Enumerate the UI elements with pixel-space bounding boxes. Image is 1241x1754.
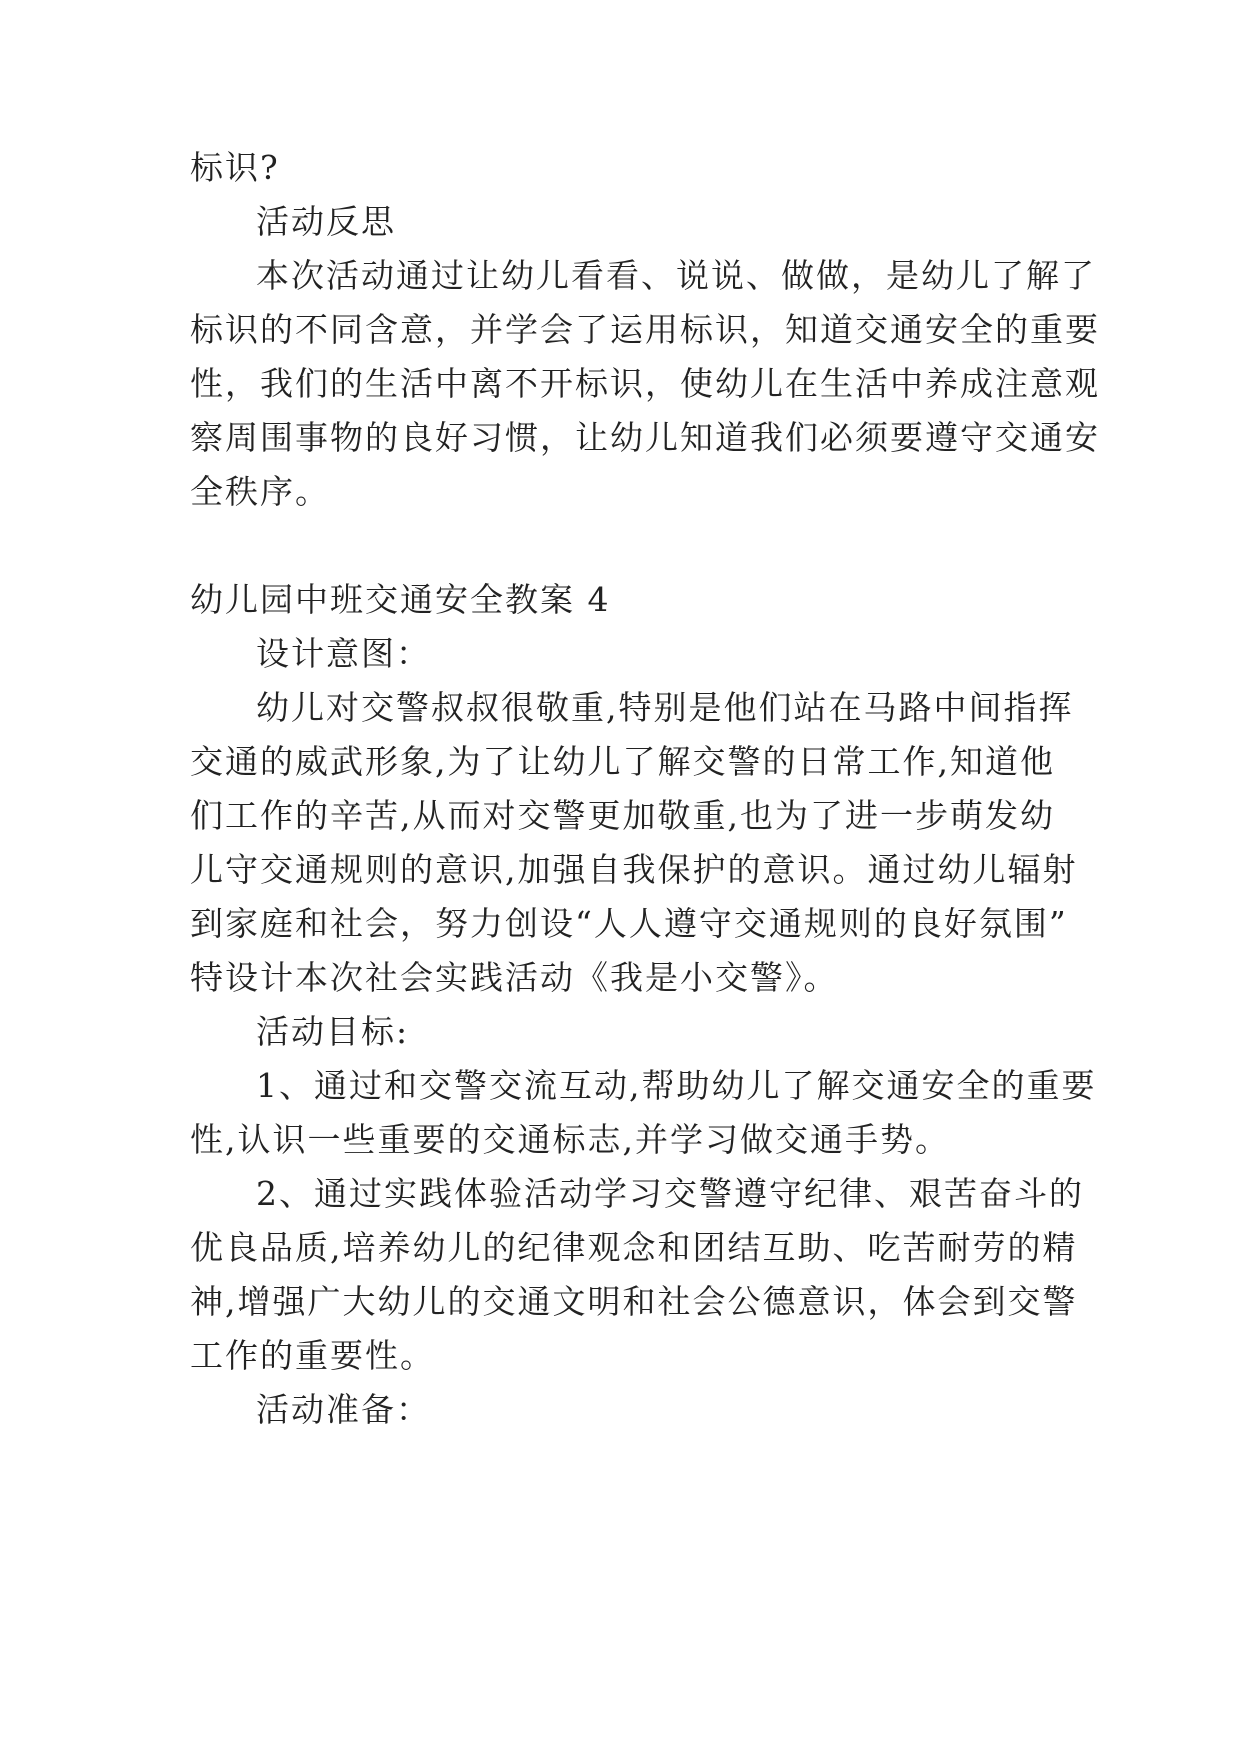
text-line: 性，我们的生活中离不开标识，使幼儿在生活中养成注意观 [190, 364, 1100, 403]
text-line: 幼儿对交警叔叔很敬重,特别是他们站在马路中间指挥 [256, 688, 1074, 727]
text-line: 优良品质,培养幼儿的纪律观念和团结互助、吃苦耐劳的精 [190, 1228, 1078, 1267]
text-line: 到家庭和社会，努力创设“人人遵守交通规则的良好氛围” [190, 904, 1068, 943]
section-heading-activity-preparation: 活动准备： [256, 1390, 431, 1429]
text-line: 标识? [190, 148, 280, 187]
text-line: 性,认识一些重要的交通标志,并学习做交通手势。 [190, 1120, 950, 1159]
text-line: 神,增强广大幼儿的交通文明和社会公德意识，体会到交警 [190, 1282, 1078, 1321]
section-heading-activity-reflection: 活动反思 [256, 202, 396, 241]
text-line: 特设计本次社会实践活动《我是小交警》。 [190, 958, 839, 997]
text-line: 2、通过实践体验活动学习交警遵守纪律、艰苦奋斗的 [256, 1174, 1084, 1213]
lesson-plan-title: 幼儿园中班交通安全教案 4 [190, 580, 611, 619]
text-line: 工作的重要性。 [190, 1336, 435, 1375]
text-line: 察周围事物的良好习惯，让幼儿知道我们必须要遵守交通安 [190, 418, 1100, 457]
section-heading-activity-goals: 活动目标: [256, 1012, 410, 1051]
section-heading-design-intent: 设计意图： [256, 634, 431, 673]
text-line: 1、通过和交警交流互动,帮助幼儿了解交通安全的重要 [256, 1066, 1097, 1105]
text-line: 们工作的辛苦,从而对交警更加敬重,也为了进一步萌发幼 [190, 796, 1055, 835]
text-line: 标识的不同含意，并学会了运用标识，知道交通安全的重要 [190, 310, 1100, 349]
text-line: 本次活动通过让幼儿看看、说说、做做，是幼儿了解了 [256, 256, 1096, 295]
text-line: 儿守交通规则的意识,加强自我保护的意识。通过幼儿辐射 [190, 850, 1078, 889]
text-line: 交通的威武形象,为了让幼儿了解交警的日常工作,知道他 [190, 742, 1055, 781]
text-line: 全秩序。 [190, 472, 330, 511]
